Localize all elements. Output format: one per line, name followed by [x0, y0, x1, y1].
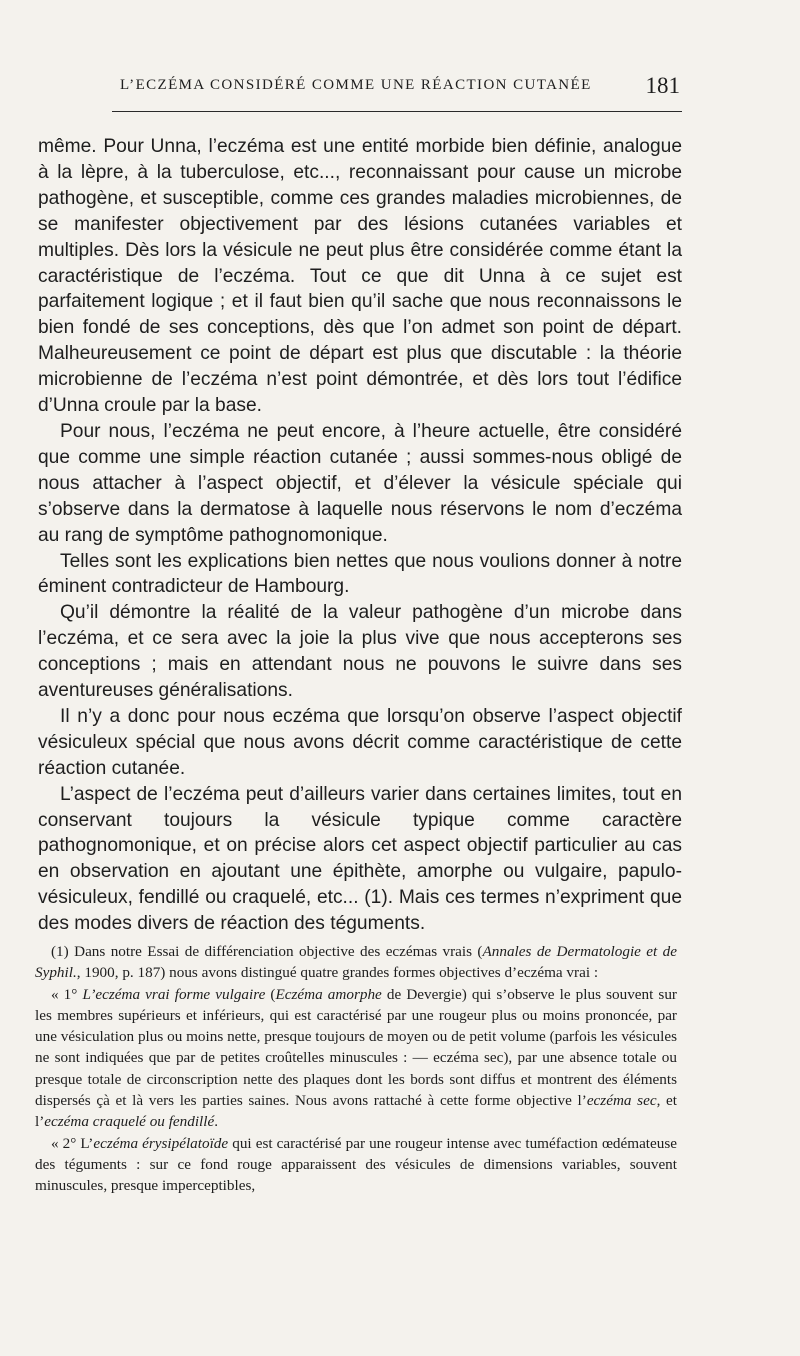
- footnote-text: , 1900, p. 187) nous avons distingué quatre grandes formes objectives d’eczéma vrai :: [76, 964, 599, 982]
- footnote-item-2: [35, 1133, 677, 1197]
- footnote-item-1: [35, 984, 677, 1133]
- running-title: L’ECZÉMA CONSIDÉRÉ COMME UNE RÉACTION CUTANÉE: [120, 77, 592, 93]
- item-title: eczéma érysipélatoïde: [93, 1134, 229, 1152]
- body-text: [38, 134, 682, 937]
- paragraph: Qu’il démontre la réalité de la valeur pathogène d’un microbe dans l’eczéma, et ce sera avec la joie la plus vive que nous accepterons ses conceptions ; mais en attendant nous ne pouvons le suivre dans ses aventureuses généralisations.: [38, 602, 682, 702]
- item-term: eczéma craquelé ou fendillé: [44, 1113, 215, 1131]
- footnote-text: (1) Dans notre Essai de différenciation objective des eczémas vrais (: [51, 943, 483, 960]
- footnote-citation: Annales de Dermatologie et de Syphil.: [35, 943, 677, 982]
- item-text: qui est caractérisé par une rougeur intense avec tuméfaction œdémateuse des téguments : sur ce fond rouge apparaissent des vésicules de dimensions variables, souvent minuscules, presque imperceptibles,: [35, 1134, 678, 1195]
- page-number: 181: [645, 73, 680, 98]
- paragraph: Pour nous, l’eczéma ne peut encore, à l’heure actuelle, être considéré que comme une simple réaction cutanée ; aussi sommes-nous obligé de nous attacher à l’aspect objectif, et d’élever la vésicule spéciale qui s’observe dans la dermatose à laquelle nous réservons le nom d’eczéma au rang de symptôme pathognomonique.: [38, 420, 682, 546]
- item-alias: Eczéma amorphe: [275, 985, 382, 1003]
- footnote-1: [35, 941, 677, 984]
- item-prefix: « 1°: [51, 985, 83, 1003]
- item-term: eczéma sec: [586, 1092, 657, 1110]
- item-text: (: [265, 985, 276, 1003]
- page-header: [112, 73, 682, 104]
- header-rule: [112, 111, 682, 112]
- item-text: , et l’: [35, 1092, 678, 1131]
- paragraph: Il n’y a donc pour nous eczéma que lorsqu’on observe l’aspect objectif vésiculeux spécial que nous avons décrit comme caractéristique de cette réaction cutanée.: [38, 705, 682, 779]
- paragraph: Telles sont les explications bien nettes que nous voulions donner à notre éminent contradicteur de Hambourg.: [38, 550, 682, 598]
- item-prefix: « 2° L’: [51, 1134, 94, 1152]
- footnotes: [35, 941, 677, 1197]
- item-text: .: [214, 1113, 219, 1131]
- item-text: de Devergie) qui s’observe le plus souvent sur les membres supérieurs et inférieurs, qui est caractérisé par une rougeur plus ou moins prononcée, par une vésiculation plus ou moins nette, presque toujours de moyen ou de petit volume (parfois les vésicules ne sont indiquées que par de petites croûtelles minuscules : — eczéma sec), par une absence totale ou presque totale de circonscription nette des plaques dont les bords sont diffus et montrent des éléments dispersés çà et là vers les parties saines. Nous avons rattaché à cette forme objective l’: [35, 985, 677, 1110]
- paragraph: même. Pour Unna, l’eczéma est une entité morbide bien définie, analogue à la lèpre, à la tuberculose, etc..., reconnaissant pour cause un microbe pathogène, et susceptible, comme ces grandes maladies microbiennes, de se manifester objectivement par des lésions cutanées variables et multiples. Dès lors la vésicule ne peut plus être considérée comme étant la caractéristique de l’eczéma. Tout ce que dit Unna à ce sujet est parfaitement logique ; et il faut bien qu’il sache que nous reconnaissons le bien fondé de ses conceptions, dès que l’on admet son point de départ. Malheureusement ce point de départ est plus que discutable : la théorie microbienne de l’eczéma n’est point démontrée, et dès lors tout l’édifice d’Unna croule par la base.: [38, 136, 682, 417]
- item-title: L’eczéma vrai forme vulgaire: [82, 985, 266, 1003]
- paragraph: L’aspect de l’eczéma peut d’ailleurs varier dans certaines limites, tout en conservant toujours la vésicule typique comme caractère pathognomonique, et on précise alors cet aspect objectif particulier au cas en observation en ajoutant une épithète, amorphe ou vulgaire, papulo-vésiculeux, fendillé ou craquelé, etc... (1). Mais ces termes n’expriment que des modes divers de réaction des téguments.: [38, 783, 682, 935]
